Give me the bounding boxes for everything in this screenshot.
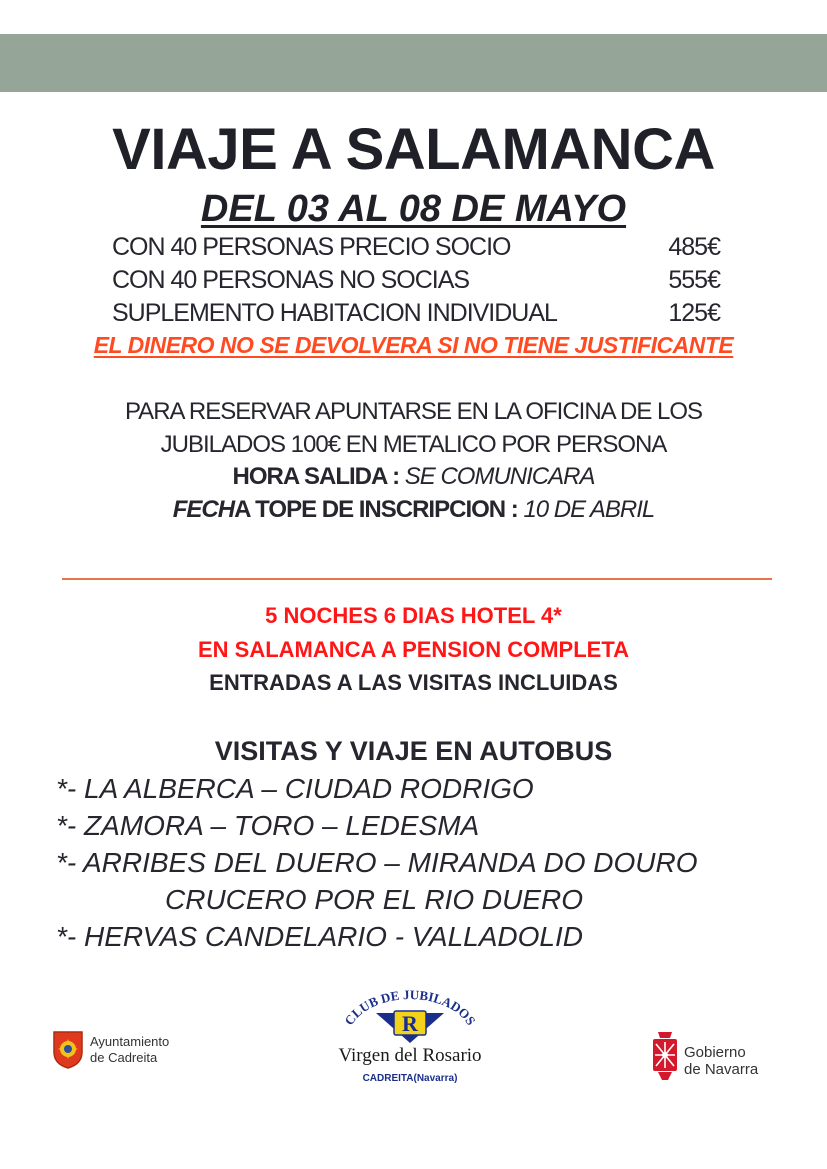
- price-label: CON 40 PERSONAS PRECIO SOCIO: [112, 233, 511, 261]
- club-emblem-icon: [330, 985, 490, 1095]
- header-band: [0, 34, 827, 92]
- ayuntamiento-line-2: de Cadreita: [90, 1050, 158, 1065]
- registration-deadline: [0, 494, 827, 526]
- gobierno-navarra-logo: [650, 1030, 790, 1086]
- club-name: Virgen del Rosario: [338, 1045, 482, 1066]
- reservation-line-1: PARA RESERVAR APUNTARSE EN LA OFICINA DE LOS: [124, 398, 703, 425]
- club-place: CADREITA(Navarra): [362, 1073, 458, 1084]
- ayuntamiento-cadreita-logo: [52, 1030, 212, 1074]
- visit-item: *- ZAMORA – TORO – LEDESMA: [56, 810, 480, 841]
- departure-value: SE COMUNICARA: [404, 463, 595, 490]
- price-value: 555€: [668, 266, 720, 294]
- price-value: 125€: [668, 299, 720, 327]
- deadline-label: A TOPE DE INSCRIPCION :: [234, 496, 518, 523]
- refund-warning: [0, 330, 827, 360]
- reservation-line-2: JUBILADOS 100€ EN METALICO POR PERSONA: [160, 431, 667, 458]
- highlight-entradas: ENTRADAS A LAS VISITAS INCLUIDAS: [209, 670, 618, 695]
- price-label: SUPLEMENTO HABITACION INDIVIDUAL: [112, 299, 557, 327]
- trip-dates-text: DEL 03 AL 08 DE MAYO: [200, 188, 627, 230]
- ayuntamiento-text: [90, 1034, 169, 1066]
- ayuntamiento-line-1: Ayuntamiento: [90, 1034, 170, 1049]
- gobierno-line-2: de Navarra: [684, 1061, 759, 1078]
- highlight-pension: EN SALAMANCA A PENSION COMPLETA: [197, 637, 630, 662]
- navarra-coat-of-arms-icon: [650, 1030, 680, 1084]
- club-jubilados-logo: [330, 985, 490, 1095]
- visit-item: CRUCERO POR EL RIO DUERO: [165, 884, 583, 915]
- gobierno-text: [684, 1044, 758, 1078]
- visit-item: *- LA ALBERCA – CIUDAD RODRIGO: [56, 773, 534, 804]
- price-value: 485€: [668, 233, 720, 261]
- visits-title: VISITAS Y VIAJE EN AUTOBUS: [214, 736, 613, 766]
- divider-line: [62, 578, 772, 580]
- price-row-no-socias: [112, 264, 720, 296]
- departure-label: HORA SALIDA :: [232, 463, 400, 490]
- deadline-value: 10 DE ABRIL: [523, 496, 655, 523]
- club-arc-text: CLUB DE JUBILADOS: [341, 986, 479, 1028]
- departure-time: [0, 461, 827, 493]
- highlight-hotel: 5 NOCHES 6 DIAS HOTEL 4*: [265, 603, 562, 628]
- price-row-socio: [112, 231, 720, 263]
- price-row-suplemento: [112, 297, 720, 329]
- cadreita-shield-icon: [52, 1030, 84, 1070]
- visit-item: *- HERVAS CANDELARIO - VALLADOLID: [56, 921, 583, 952]
- visit-item: *- ARRIBES DEL DUERO – MIRANDA DO DOURO: [56, 847, 698, 878]
- club-letter: R: [402, 1011, 418, 1036]
- trip-dates: [0, 187, 827, 231]
- page-title: VIAJE A SALAMANCA: [112, 117, 715, 182]
- price-label: CON 40 PERSONAS NO SOCIAS: [112, 266, 470, 294]
- deadline-label-italic: FECH: [172, 496, 235, 523]
- refund-warning-text: EL DINERO NO SE DEVOLVERA SI NO TIENE JUSTIFICANTE: [93, 332, 734, 358]
- gobierno-line-1: Gobierno: [684, 1044, 746, 1061]
